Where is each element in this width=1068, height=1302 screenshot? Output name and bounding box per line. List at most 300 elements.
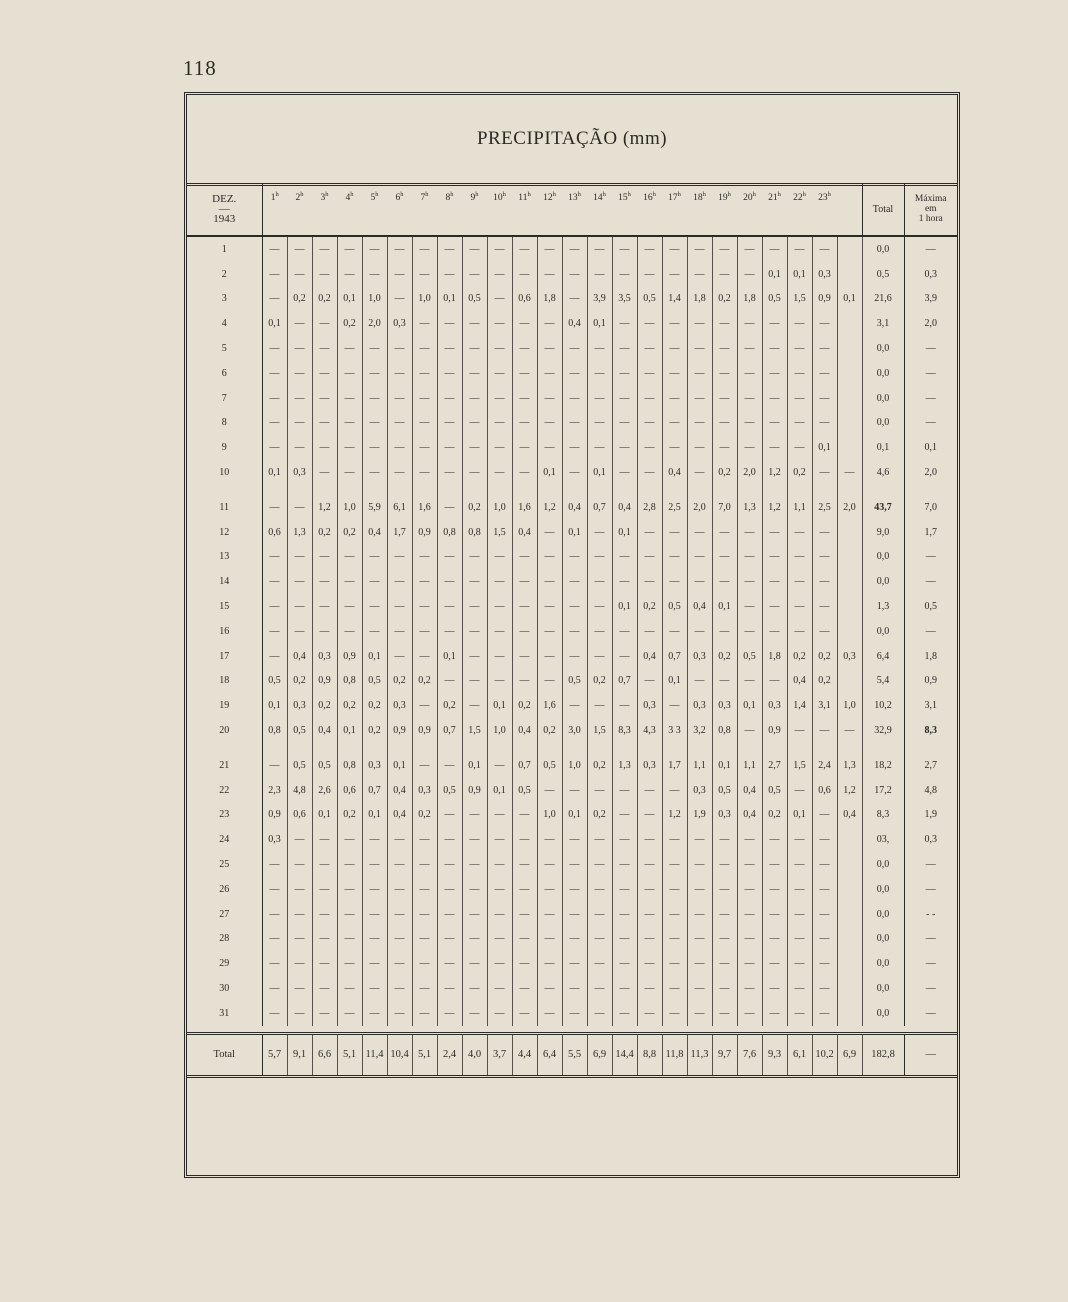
hour-value-cell: — (487, 361, 512, 386)
hour-value-cell: — (787, 1001, 812, 1026)
hour-value-cell: — (837, 460, 862, 485)
hour-value-cell: 1,0 (562, 743, 587, 778)
hour-value-cell: — (287, 262, 312, 287)
hour-value-cell: — (562, 460, 587, 485)
hour-value-cell: 0,3 (687, 644, 712, 669)
row-total-cell: 0,0 (862, 619, 904, 644)
hour-value-cell: 0,2 (787, 460, 812, 485)
row-max-cell: 2,0 (924, 467, 937, 479)
hour-value-cell: 1,0 (337, 485, 362, 520)
hour-value-cell (837, 976, 862, 1001)
hour-value-cell: — (462, 976, 487, 1001)
hour-value-cell: — (687, 520, 712, 545)
hour-value-cell: 3,9 (587, 287, 612, 312)
hour-value-cell: — (337, 262, 362, 287)
hour-value-cell: — (712, 361, 737, 386)
hour-value-cell: 0,5 (637, 287, 662, 312)
hour-value-cell: — (337, 902, 362, 927)
hour-value-cell: — (712, 669, 737, 694)
row-total-cell: 0,0 (862, 877, 904, 902)
hour-value-cell: — (587, 361, 612, 386)
hour-value-cell (837, 877, 862, 902)
hour-value-cell (837, 386, 862, 411)
row-total-cell: 21,6 (862, 287, 904, 312)
hour-value-cell: — (262, 386, 287, 411)
hour-value-cell: 0,3 (637, 743, 662, 778)
hour-value-cell: — (762, 435, 787, 460)
row-max-cell: 1,8 (924, 650, 937, 662)
hour-value-cell: 0,2 (587, 669, 612, 694)
hour-value-cell: — (737, 619, 762, 644)
hour-value-cell: — (687, 311, 712, 336)
hour-value-cell: — (487, 311, 512, 336)
day-cell: 19 (187, 693, 262, 718)
hour-value-cell: — (337, 927, 362, 952)
hour-value-cell: — (587, 520, 612, 545)
hour-value-cell: — (437, 386, 462, 411)
hour-value-cell: — (487, 877, 512, 902)
day-cell: 16 (187, 619, 262, 644)
hour-value-cell: — (312, 545, 337, 570)
hour-suffix: h (325, 191, 329, 198)
hour-value-cell: 2,0 (362, 311, 387, 336)
hour-value-cell: — (587, 336, 612, 361)
hour-value-cell: — (437, 619, 462, 644)
hour-value-cell: — (587, 545, 612, 570)
hour-value-cell: 3,5 (612, 287, 637, 312)
hour-value-cell: — (612, 311, 637, 336)
hour-value-cell: — (712, 545, 737, 570)
hour-value-cell: 0,2 (312, 693, 337, 718)
hour-value-cell: — (587, 386, 612, 411)
hour-value-cell: 0,1 (562, 520, 587, 545)
table-row (187, 485, 957, 520)
day-cell: 1 (187, 236, 262, 262)
hour-value-cell: — (362, 976, 387, 1001)
spacer-row (187, 1026, 957, 1034)
hour-suffix: h (475, 191, 479, 198)
hour-total-cell: 7,6 (737, 1033, 762, 1076)
hour-value-cell: — (762, 520, 787, 545)
hour-value-cell: — (362, 569, 387, 594)
hour-value-cell: — (387, 361, 412, 386)
hour-total-cell: 5,1 (337, 1033, 362, 1076)
hour-value-cell: — (737, 1001, 762, 1026)
row-total-cell: 10,2 (862, 693, 904, 718)
hour-value-cell: 1,3 (287, 520, 312, 545)
hour-value-cell: — (612, 236, 637, 262)
hour-value-cell: 0,2 (812, 644, 837, 669)
day-cell: 21 (187, 743, 262, 778)
hour-value-cell: — (737, 545, 762, 570)
hour-total-cell: 6,4 (537, 1033, 562, 1076)
hour-header: 17$^h$ (662, 183, 687, 236)
hour-value-cell: 0,4 (512, 520, 537, 545)
hour-value-cell: — (362, 827, 387, 852)
hour-value-cell: — (537, 594, 562, 619)
hour-value-cell: 0,9 (387, 718, 412, 743)
hour-value-cell: — (337, 619, 362, 644)
hour-value-cell: — (437, 569, 462, 594)
table-row (187, 743, 957, 778)
hour-value-cell: 1,2 (837, 778, 862, 803)
hour-value-cell: — (387, 287, 412, 312)
hour-total-cell: 10,2 (812, 1033, 837, 1076)
hour-value-cell: — (812, 311, 837, 336)
hour-value-cell: — (262, 594, 287, 619)
hour-value-cell: — (462, 877, 487, 902)
hour-value-cell: — (287, 594, 312, 619)
hour-value-cell: 0,5 (562, 669, 587, 694)
totals-label: Total (187, 1033, 262, 1076)
hour-value-cell: 0,9 (412, 718, 437, 743)
hour-value-cell: — (262, 236, 287, 262)
hour-value-cell: — (487, 287, 512, 312)
table-row (187, 877, 957, 902)
hour-value-cell: — (387, 951, 412, 976)
hour-value-cell: — (387, 435, 412, 460)
hour-value-cell: 0,4 (837, 803, 862, 828)
row-total-cell: 9,0 (862, 520, 904, 545)
hour-value-cell: — (437, 877, 462, 902)
hour-value-cell: — (812, 336, 837, 361)
row-max-cell: — (925, 1007, 936, 1019)
hour-value-cell: 0,7 (612, 669, 637, 694)
hour-value-cell: — (812, 520, 837, 545)
hour-value-cell: — (587, 569, 612, 594)
hour-value-cell: — (462, 902, 487, 927)
hour-value-cell: 0,9 (412, 520, 437, 545)
hour-value-cell: 0,4 (787, 669, 812, 694)
hour-value-cell: — (737, 386, 762, 411)
hour-value-cell: — (462, 803, 487, 828)
hour-value-cell: — (437, 902, 462, 927)
hour-value-cell: — (637, 951, 662, 976)
hour-value-cell: — (637, 976, 662, 1001)
hour-value-cell: — (637, 852, 662, 877)
hour-value-cell: — (712, 336, 737, 361)
hour-value-cell: — (562, 902, 587, 927)
hour-value-cell: 0,3 (362, 743, 387, 778)
table-row (187, 545, 957, 570)
hour-value-cell: — (562, 545, 587, 570)
hour-value-cell: — (712, 877, 737, 902)
hour-value-cell: — (362, 336, 387, 361)
day-cell: 30 (187, 976, 262, 1001)
table-row (187, 927, 957, 952)
hour-value-cell: — (812, 976, 837, 1001)
hour-value-cell: 0,6 (287, 803, 312, 828)
hour-value-cell: — (512, 1001, 537, 1026)
hour-value-cell: — (362, 545, 387, 570)
hour-value-cell: — (787, 902, 812, 927)
hour-value-cell: 0,9 (337, 644, 362, 669)
row-max-cell: 0,3 (924, 268, 937, 280)
hour-value-cell: 0,2 (462, 485, 487, 520)
hour-value-cell: — (787, 361, 812, 386)
totals-max-cell: — (904, 1033, 957, 1076)
hour-value-cell: — (437, 411, 462, 436)
hour-value-cell: — (337, 569, 362, 594)
precipitation-table (187, 183, 957, 1078)
hour-value-cell: — (787, 311, 812, 336)
hour-value-cell: — (787, 852, 812, 877)
hour-value-cell: — (712, 262, 737, 287)
hour-value-cell: 0,9 (262, 803, 287, 828)
hour-header: 5$^h$ (362, 183, 387, 236)
hour-value-cell: — (537, 545, 562, 570)
hour-value-cell: — (537, 311, 562, 336)
hour-value-cell: — (437, 361, 462, 386)
hour-value-cell: 0,1 (537, 460, 562, 485)
hour-value-cell: — (312, 336, 337, 361)
hour-value-cell: 0,4 (637, 644, 662, 669)
hour-value-cell: — (262, 644, 287, 669)
hour-value-cell: — (837, 718, 862, 743)
hour-value-cell: 0,4 (562, 311, 587, 336)
hour-value-cell: — (412, 743, 437, 778)
hour-value-cell: — (787, 569, 812, 594)
hour-header: 15$^h$ (612, 183, 637, 236)
hour-value-cell: — (537, 386, 562, 411)
hour-value-cell: 2,5 (662, 485, 687, 520)
hour-value-cell: — (487, 435, 512, 460)
hour-value-cell: — (487, 669, 512, 694)
hour-suffix: h (827, 191, 831, 198)
hour-value-cell: 0,5 (737, 644, 762, 669)
hour-value-cell: — (312, 594, 337, 619)
hour-value-cell: — (637, 435, 662, 460)
hour-suffix: h (275, 191, 279, 198)
hour-value-cell: — (437, 460, 462, 485)
day-cell: 12 (187, 520, 262, 545)
hour-value-cell: — (637, 927, 662, 952)
hour-value-cell (837, 311, 862, 336)
hour-value-cell: — (512, 951, 537, 976)
period-dash: — (218, 203, 230, 215)
table-row (187, 693, 957, 718)
hour-value-cell: — (712, 411, 737, 436)
hour-value-cell: 0,2 (512, 693, 537, 718)
hour-value-cell: — (537, 877, 562, 902)
hour-value-cell: — (437, 827, 462, 852)
hour-value-cell: — (637, 236, 662, 262)
hour-value-cell: — (587, 411, 612, 436)
hour-value-cell: 0,1 (487, 693, 512, 718)
hour-value-cell: — (637, 669, 662, 694)
table-row (187, 669, 957, 694)
hour-value-cell: — (762, 361, 787, 386)
hour-value-cell: — (687, 236, 712, 262)
hour-header: 6$^h$ (387, 183, 412, 236)
hour-value-cell: — (412, 361, 437, 386)
hour-value-cell: 0,3 (312, 644, 337, 669)
hour-value-cell: — (362, 852, 387, 877)
hour-value-cell: 1,5 (462, 718, 487, 743)
hour-value-cell: 1,0 (537, 803, 562, 828)
hour-value-cell: 2,6 (312, 778, 337, 803)
hour-value-cell: — (687, 262, 712, 287)
hour-value-cell: — (787, 619, 812, 644)
hour-value-cell: 0,3 (387, 693, 412, 718)
hour-value-cell: — (562, 827, 587, 852)
hour-value-cell: — (587, 594, 612, 619)
hour-suffix: h (627, 191, 631, 198)
hour-value-cell: — (462, 236, 487, 262)
hour-value-cell: — (662, 411, 687, 436)
row-total-cell: 43,7 (862, 485, 904, 520)
hour-value-cell: — (412, 693, 437, 718)
hour-value-cell: 1,3 (612, 743, 637, 778)
row-total-cell: 0,5 (862, 262, 904, 287)
hour-value-cell: — (587, 877, 612, 902)
hour-value-cell: — (262, 336, 287, 361)
hour-value-cell: 0,1 (712, 743, 737, 778)
hour-value-cell: — (562, 361, 587, 386)
hour-value-cell: — (662, 877, 687, 902)
hour-value-cell: — (362, 927, 387, 952)
hour-value-cell: — (487, 619, 512, 644)
hour-value-cell: — (337, 1001, 362, 1026)
hour-value-cell: 3 3 (662, 718, 687, 743)
hour-value-cell: — (287, 311, 312, 336)
hour-value-cell: — (462, 435, 487, 460)
hour-value-cell: — (512, 361, 537, 386)
hour-value-cell: — (537, 976, 562, 1001)
hour-value-cell: — (512, 594, 537, 619)
hour-value-cell: — (562, 951, 587, 976)
hour-value-cell: — (412, 877, 437, 902)
hour-suffix: h (702, 191, 706, 198)
hour-value-cell: — (287, 435, 312, 460)
hour-value-cell: 0,3 (812, 262, 837, 287)
hour-value-cell: 0,9 (762, 718, 787, 743)
hour-value-cell: — (387, 1001, 412, 1026)
hour-value-cell: — (462, 644, 487, 669)
hour-value-cell: — (287, 852, 312, 877)
hour-value-cell: — (762, 951, 787, 976)
hour-value-cell: 0,2 (712, 460, 737, 485)
hour-value-cell (837, 827, 862, 852)
hour-value-cell: — (512, 569, 537, 594)
hour-value-cell: — (537, 262, 562, 287)
hour-value-cell: — (312, 262, 337, 287)
hour-value-cell: — (362, 1001, 387, 1026)
hour-value-cell: 0,1 (562, 803, 587, 828)
hour-value-cell: 0,1 (437, 644, 462, 669)
hour-value-cell: — (562, 386, 587, 411)
hour-value-cell: — (437, 236, 462, 262)
hour-value-cell: — (387, 594, 412, 619)
hour-suffix: h (802, 191, 806, 198)
hour-value-cell: — (512, 545, 537, 570)
hour-value-cell: — (762, 852, 787, 877)
hour-value-cell: 0,3 (412, 778, 437, 803)
day-cell: 29 (187, 951, 262, 976)
hour-value-cell: — (287, 411, 312, 436)
hour-value-cell: 0,5 (287, 718, 312, 743)
hour-value-cell: — (312, 951, 337, 976)
hour-value-cell: 1,6 (512, 485, 537, 520)
table-row (187, 902, 957, 927)
hour-value-cell: — (512, 902, 537, 927)
hour-value-cell: — (637, 902, 662, 927)
hour-value-cell: 1,6 (537, 693, 562, 718)
hour-value-cell: — (737, 852, 762, 877)
hour-value-cell: — (612, 545, 637, 570)
hour-value-cell: 0,5 (512, 778, 537, 803)
hour-value-cell: 0,2 (787, 644, 812, 669)
hour-value-cell: — (637, 877, 662, 902)
hour-value-cell (837, 669, 862, 694)
hour-header: 21$^h$ (762, 183, 787, 236)
hour-suffix: h (552, 191, 556, 198)
hour-value-cell: — (412, 545, 437, 570)
day-cell: 17 (187, 644, 262, 669)
hour-value-cell: — (612, 778, 637, 803)
hour-total-cell: 9,1 (287, 1033, 312, 1076)
max-line-1: Máxima (914, 194, 947, 204)
hour-value-cell (837, 619, 862, 644)
hour-value-cell: — (412, 262, 437, 287)
hour-value-cell: 0,6 (512, 287, 537, 312)
hour-value-cell: — (312, 435, 337, 460)
hour-value-cell: — (337, 976, 362, 1001)
hour-value-cell: — (287, 236, 312, 262)
hour-value-cell: — (812, 411, 837, 436)
hour-value-cell: — (637, 803, 662, 828)
table-row (187, 386, 957, 411)
hour-value-cell: — (812, 852, 837, 877)
hour-total-cell: 11,3 (687, 1033, 712, 1076)
row-total-cell: 8,3 (862, 803, 904, 828)
hour-value-cell: 1,2 (537, 485, 562, 520)
hour-value-cell: — (262, 361, 287, 386)
hour-value-cell: — (712, 236, 737, 262)
hour-value-cell (837, 1001, 862, 1026)
hour-value-cell: 0,9 (312, 669, 337, 694)
row-max-cell: 8,3 (924, 725, 937, 737)
hour-value-cell: — (637, 619, 662, 644)
table-row (187, 460, 957, 485)
hour-value-cell: — (487, 902, 512, 927)
hour-value-cell: — (637, 460, 662, 485)
hour-value-cell: — (537, 927, 562, 952)
hour-value-cell: — (362, 262, 387, 287)
hour-value-cell: — (287, 902, 312, 927)
hour-value-cell: — (512, 236, 537, 262)
hour-value-cell: — (612, 693, 637, 718)
hour-value-cell: — (487, 803, 512, 828)
hour-header: 22$^h$ (787, 183, 812, 236)
hour-value-cell: 0,3 (712, 693, 737, 718)
hour-value-cell: 0,7 (662, 644, 687, 669)
hour-value-cell: — (812, 902, 837, 927)
hour-value-cell: — (362, 902, 387, 927)
hour-value-cell: 0,1 (337, 718, 362, 743)
hour-value-cell: 1,5 (587, 718, 612, 743)
hour-value-cell: — (337, 877, 362, 902)
hour-value-cell: — (562, 619, 587, 644)
hour-value-cell: — (662, 520, 687, 545)
hour-value-cell: — (337, 545, 362, 570)
hour-value-cell: — (687, 852, 712, 877)
hour-value-cell: 2,8 (637, 485, 662, 520)
hour-value-cell: 6,1 (387, 485, 412, 520)
hour-value-cell: — (312, 311, 337, 336)
hour-value-cell: 0,4 (362, 520, 387, 545)
hour-value-cell: — (762, 386, 787, 411)
